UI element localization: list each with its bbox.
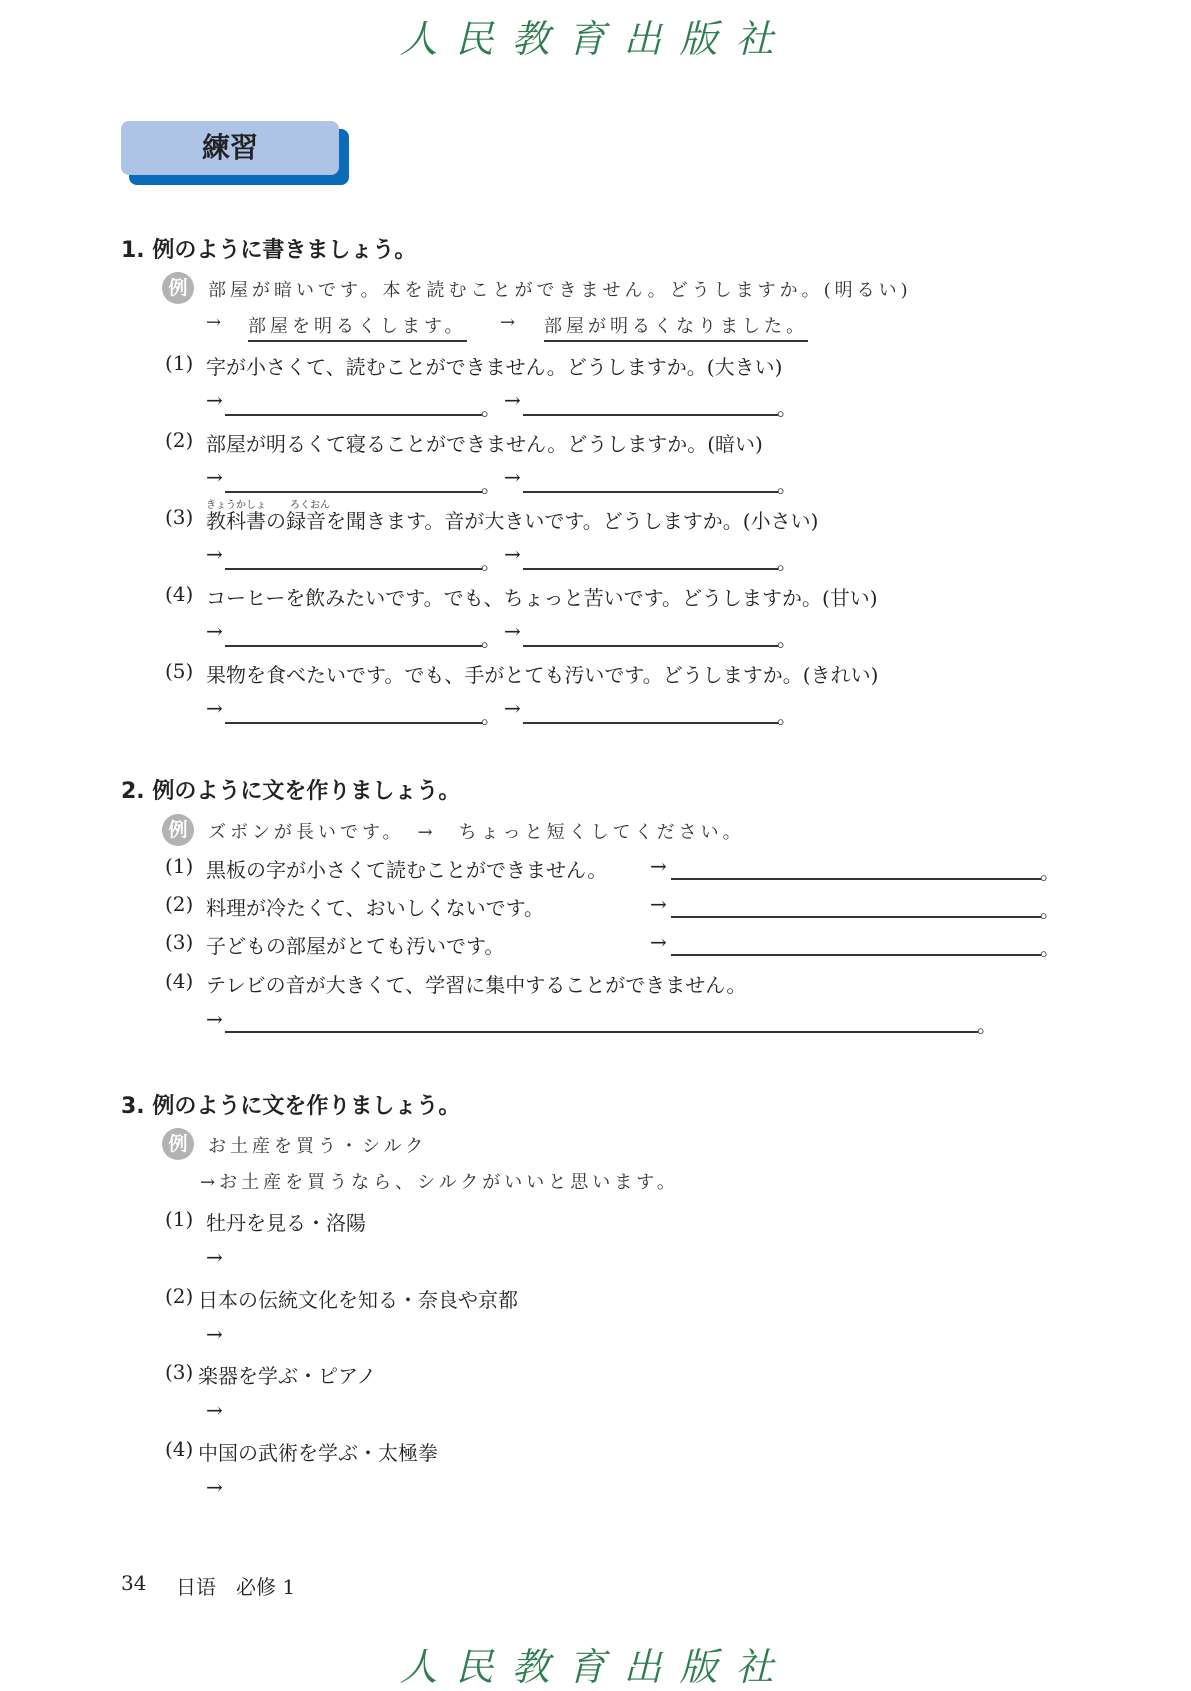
example-badge: 例	[162, 272, 194, 304]
period: 。	[1040, 936, 1060, 960]
arrow: →	[504, 619, 521, 643]
answer-blank[interactable]	[523, 414, 778, 416]
answer-blank[interactable]	[523, 722, 778, 724]
item-number: (2)	[165, 428, 194, 452]
publisher-logo-top: 人民教育出版社	[399, 17, 792, 61]
item-text: 字が小さくて、読むことができません。どうしますか。(大きい)	[206, 355, 783, 379]
arrow: →	[504, 465, 521, 489]
publisher-logo-bottom: 人民教育出版社	[399, 1645, 792, 1689]
answer-blank[interactable]	[225, 1031, 978, 1033]
arrow: →	[650, 892, 667, 916]
period: 。	[777, 550, 797, 574]
answer-blank[interactable]	[523, 491, 778, 493]
arrow: →	[206, 388, 223, 412]
answer-blank[interactable]	[671, 916, 1041, 918]
item-number: (1)	[165, 351, 194, 375]
period: 。	[777, 704, 797, 728]
arrow: →	[650, 854, 667, 878]
arrow: →	[206, 465, 223, 489]
period: 。	[777, 396, 797, 420]
example-arrow: →	[206, 312, 226, 333]
answer-arrow[interactable]: →	[206, 1322, 223, 1346]
item-number: (4)	[165, 969, 194, 993]
item-text: コーヒーを飲みたいです。でも、ちょっと苦いです。どうしますか。(甘い)	[206, 586, 878, 610]
answer-blank[interactable]	[671, 878, 1041, 880]
item-text: 中国の武術を学ぶ・太極拳	[198, 1441, 438, 1465]
tag-label: 練習	[121, 121, 339, 175]
example-text: ズボンが長いです。 → ちょっと短くしてください。	[208, 822, 745, 843]
item-text: 楽器を学ぶ・ピアノ	[198, 1364, 377, 1388]
item-number: (2)	[165, 1284, 194, 1308]
period: 。	[481, 704, 501, 728]
exercise-2-title: 2. 例のように文を作りましょう。	[121, 779, 461, 804]
period: 。	[1040, 860, 1060, 884]
answer-blank[interactable]	[225, 414, 482, 416]
arrow: →	[504, 388, 521, 412]
answer-blank[interactable]	[225, 722, 482, 724]
example-badge: 例	[162, 1128, 194, 1160]
item-number: (3)	[165, 930, 194, 954]
book-title: 日语 必修 1	[176, 1575, 296, 1599]
furigana: ろくおん	[290, 500, 330, 511]
example-arrow: →	[500, 312, 520, 333]
example-answer-1: 部屋を明るくします。	[248, 312, 467, 342]
period: 。	[481, 396, 501, 420]
period: 。	[481, 627, 501, 651]
exercise-1-title: 1. 例のように書きましょう。	[121, 238, 417, 263]
exercise-3-title: 3. 例のように文を作りましょう。	[121, 1094, 461, 1119]
item-text: 黒板の字が小さくて読むことができません。	[206, 858, 608, 882]
item-number: (3)	[165, 1360, 194, 1384]
furigana: きょうかしょ	[206, 500, 266, 511]
example-text: お土産を買う・シルク	[208, 1136, 428, 1157]
answer-blank[interactable]	[225, 645, 482, 647]
arrow: →	[206, 542, 223, 566]
period: 。	[1040, 898, 1060, 922]
item-text: テレビの音が大きくて、学習に集中することができません。	[206, 973, 747, 997]
arrow: →	[650, 930, 667, 954]
arrow: →	[504, 542, 521, 566]
answer-arrow[interactable]: →	[206, 1245, 223, 1269]
item-text: 果物を食べたいです。でも、手がとても汚いです。どうしますか。(きれい)	[206, 663, 879, 687]
item-number: (1)	[165, 854, 194, 878]
period: 。	[977, 1013, 997, 1037]
answer-arrow[interactable]: →	[206, 1398, 223, 1422]
item-number: (4)	[165, 1437, 194, 1461]
item-text: 牡丹を見る・洛陽	[206, 1211, 366, 1235]
item-text: 部屋が明るくて寝ることができません。どうしますか。(暗い)	[206, 432, 763, 456]
answer-arrow[interactable]: →	[206, 1475, 223, 1499]
example-text: 部屋が暗いです。本を読むことができません。どうしますか。(明るい)	[208, 280, 912, 301]
arrow: →	[206, 619, 223, 643]
period: 。	[777, 627, 797, 651]
period: 。	[777, 473, 797, 497]
period: 。	[481, 550, 501, 574]
item-number: (4)	[165, 582, 194, 606]
item-number: (3)	[165, 505, 194, 529]
answer-blank[interactable]	[671, 954, 1041, 956]
example-answer-2: 部屋が明るくなりました。	[544, 312, 808, 342]
page-number: 34	[121, 1571, 147, 1595]
arrow: →	[206, 1007, 223, 1031]
item-number: (5)	[165, 659, 194, 683]
answer-blank[interactable]	[523, 568, 778, 570]
item-text: 教科書の録音を聞きます。音が大きいです。どうしますか。(小さい)	[206, 509, 819, 533]
item-number: (2)	[165, 892, 194, 916]
period: 。	[481, 473, 501, 497]
example-answer: →お土産を買うなら、シルクがいいと思います。	[200, 1172, 679, 1193]
arrow: →	[206, 696, 223, 720]
item-number: (1)	[165, 1207, 194, 1231]
item-text: 子どもの部屋がとても汚いです。	[206, 934, 505, 958]
answer-blank[interactable]	[225, 491, 482, 493]
example-badge: 例	[162, 814, 194, 846]
arrow: →	[504, 696, 521, 720]
section-tag	[121, 121, 341, 177]
answer-blank[interactable]	[523, 645, 778, 647]
answer-blank[interactable]	[225, 568, 482, 570]
item-text: 料理が冷たくて、おいしくないです。	[206, 896, 544, 920]
item-text: 日本の伝統文化を知る・奈良や京都	[198, 1288, 518, 1312]
